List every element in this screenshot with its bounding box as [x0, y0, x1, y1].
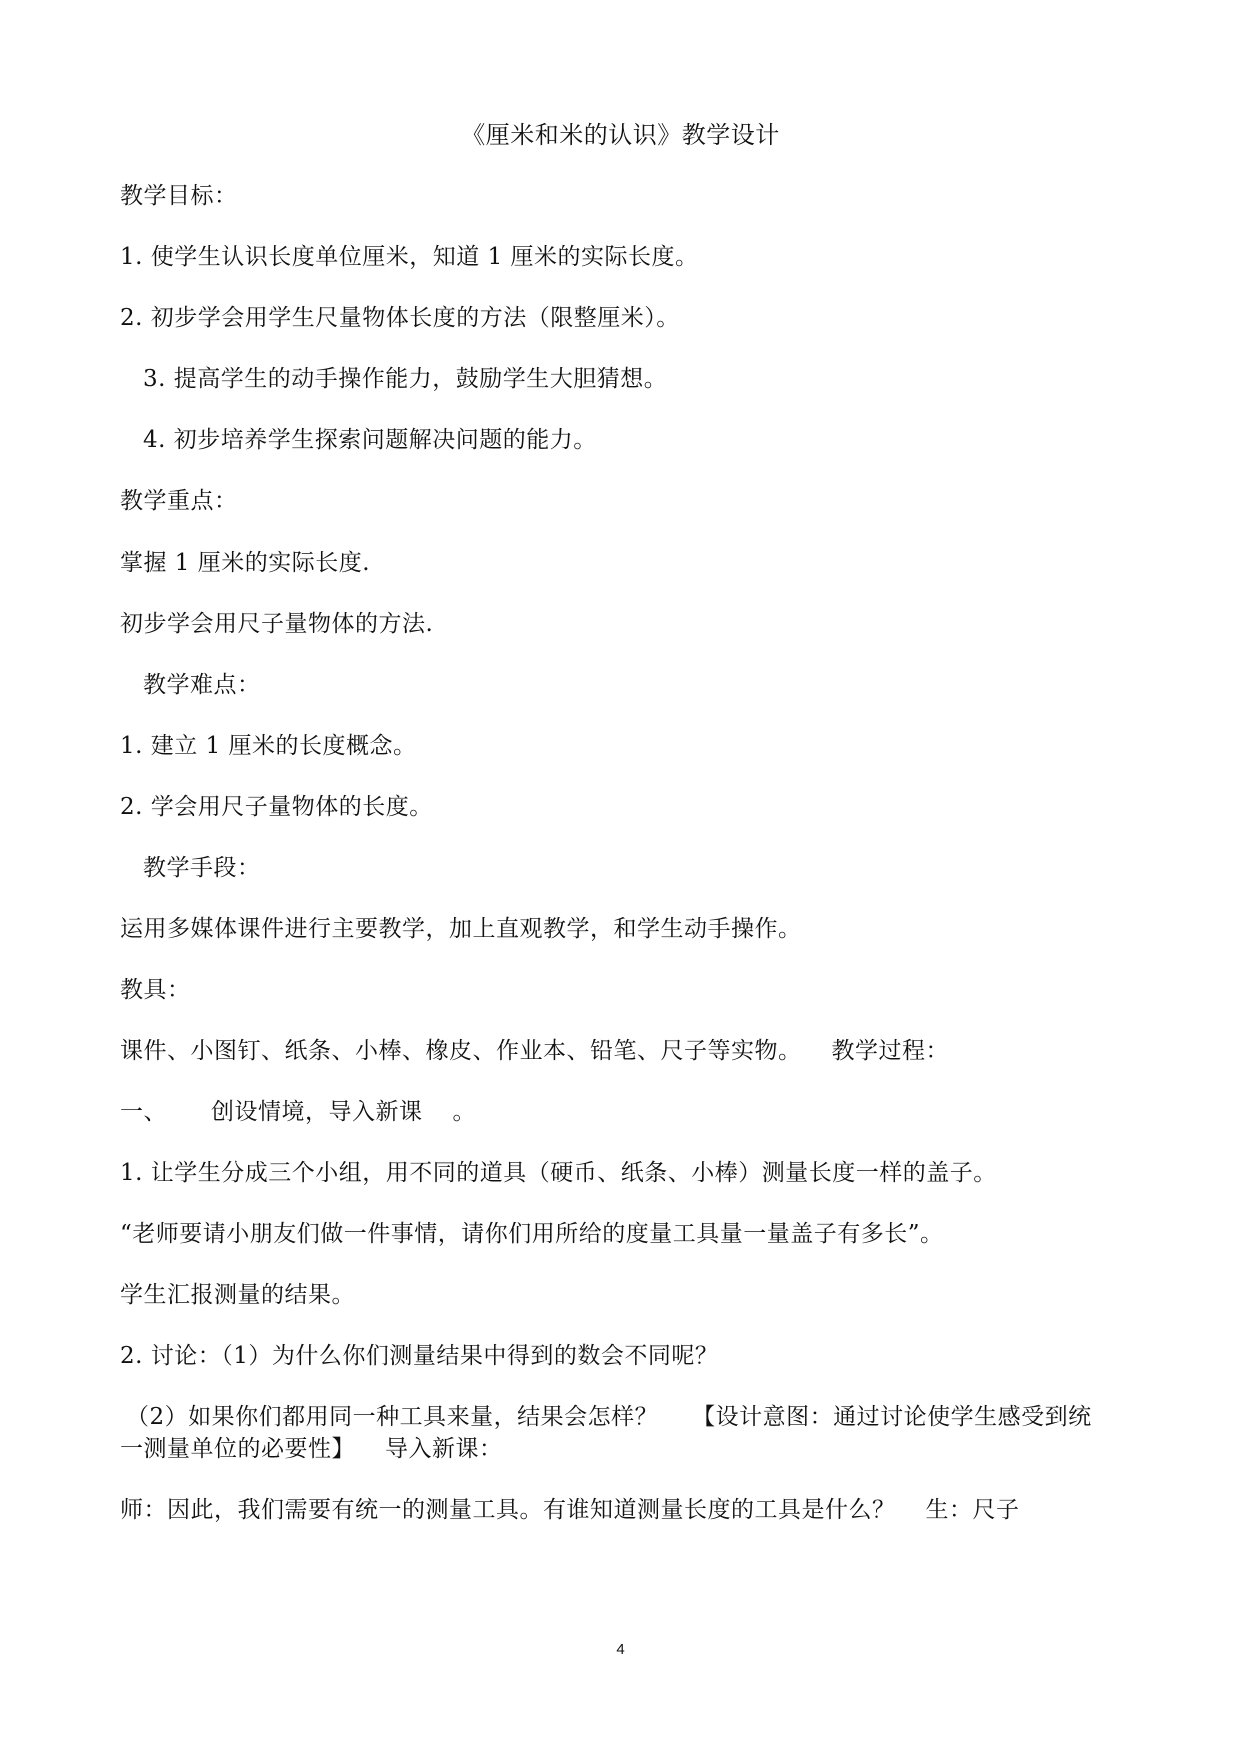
section1-title: 创设情境，导入新课: [211, 1099, 423, 1125]
means-heading: 教学手段：: [143, 855, 261, 881]
means-text: 运用多媒体课件进行主要教学，加上直观教学，和学生动手操作。: [120, 916, 802, 942]
dialogue-line: [120, 1495, 1020, 1525]
section1-number: 一、: [120, 1099, 167, 1125]
section1-step2: 2. 讨论：（1）为什么你们测量结果中得到的数会不同呢？: [120, 1343, 719, 1369]
difficulties-heading: 教学难点：: [143, 672, 261, 698]
document-title: 《厘米和米的认识》教学设计: [461, 121, 780, 149]
objective-item-3: 3. 提高学生的动手操作能力，鼓励学生大胆猜想。: [143, 366, 668, 392]
tools-heading: 教具：: [120, 977, 191, 1003]
key-point-item-1: 掌握 1 厘米的实际长度.: [120, 550, 371, 576]
teacher-line: 师：因此，我们需要有统一的测量工具。有谁知道测量长度的工具是什么？: [120, 1497, 896, 1523]
section1-intent-line: [120, 1434, 503, 1464]
objective-item-1: 1. 使学生认识长度单位厘米，知道 1 厘米的实际长度。: [120, 244, 699, 270]
process-heading: 教学过程：: [831, 1038, 949, 1064]
tools-line: [120, 1036, 949, 1066]
intro-heading: 导入新课：: [385, 1436, 503, 1462]
section1-heading: [120, 1097, 476, 1127]
section1-q2-line: [126, 1402, 1092, 1432]
section1-title-end: 。: [452, 1099, 476, 1125]
key-points-heading: 教学重点：: [120, 488, 238, 514]
objective-item-2: 2. 初步学会用学生尺量物体长度的方法（限整厘米）。: [120, 305, 680, 331]
section1-q2: （2）如果你们都用同一种工具来量，结果会怎样？: [126, 1404, 659, 1430]
page-number: 4: [616, 1641, 625, 1658]
objectives-heading: 教学目标：: [120, 183, 238, 209]
difficulty-item-2: 2. 学会用尺子量物体的长度。: [120, 794, 433, 820]
objective-item-4: 4. 初步培养学生探索问题解决问题的能力。: [143, 427, 597, 453]
student-line: 生：尺子: [925, 1497, 1020, 1523]
design-intent-part2: 一测量单位的必要性】: [120, 1436, 355, 1462]
section1-quote: “老师要请小朋友们做一件事情，请你们用所给的度量工具量一量盖子有多长”。: [120, 1221, 944, 1247]
design-intent-part1: 【设计意图：通过讨论使学生感受到统: [692, 1404, 1092, 1430]
section1-step1: 1. 让学生分成三个小组，用不同的道具（硬币、纸条、小棒）测量长度一样的盖子。: [120, 1160, 997, 1186]
key-point-item-2: 初步学会用尺子量物体的方法.: [120, 611, 434, 637]
section1-report: 学生汇报测量的结果。: [120, 1282, 355, 1308]
tools-text: 课件、小图钉、纸条、小棒、橡皮、作业本、铅笔、尺子等实物。: [120, 1038, 802, 1064]
difficulty-item-1: 1. 建立 1 厘米的长度概念。: [120, 733, 417, 759]
